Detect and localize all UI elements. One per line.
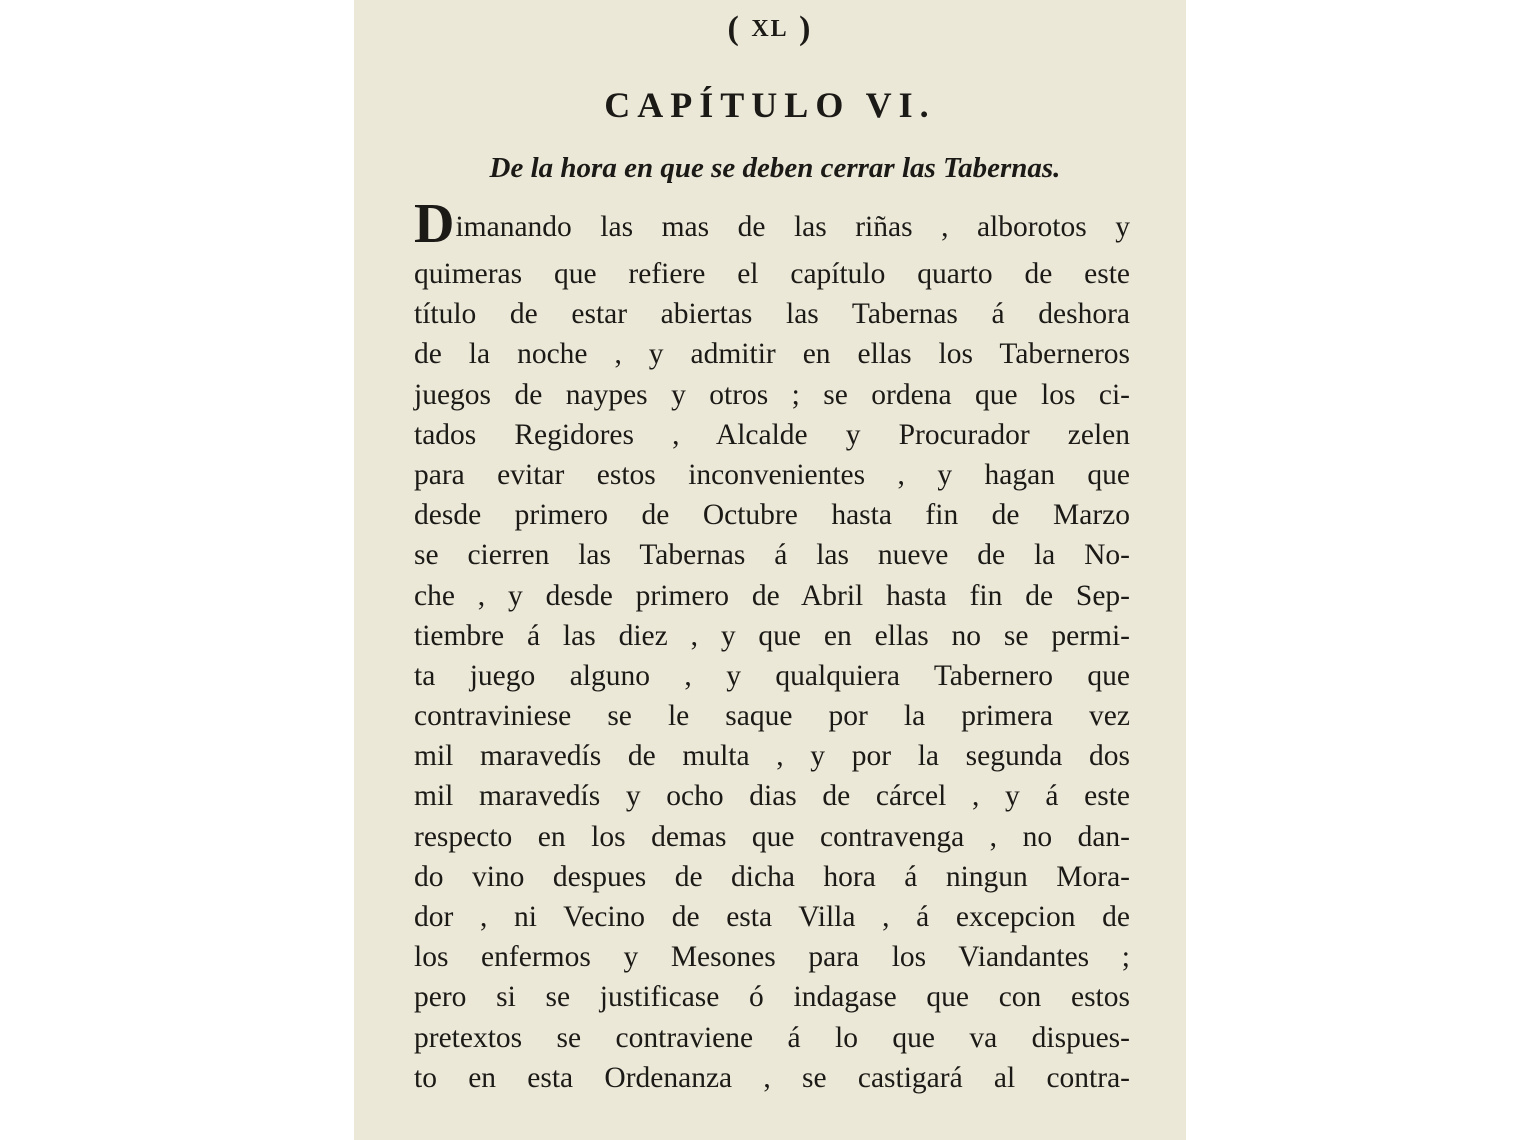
- text-line: para evitar estos inconvenientes , y hagan que: [414, 458, 1130, 491]
- text-line: che , y desde primero de Abril hasta fin de Sep-: [414, 579, 1130, 612]
- text-line: dor , ni Vecino de esta Villa , á excepcion de: [414, 901, 1130, 933]
- text-line: se cierren las Tabernas á las nueve de la No-: [414, 539, 1130, 572]
- drop-cap: D: [414, 193, 455, 255]
- book-page: [354, 0, 1186, 1140]
- page-number-open: (: [727, 10, 752, 47]
- page-number: [354, 10, 1186, 48]
- text-line: ta juego alguno , y qualquiera Tabernero que: [414, 659, 1130, 692]
- text-line: los enfermos y Mesones para los Viandantes ;: [414, 941, 1130, 974]
- text-line: pero si se justificase ó indagase que con estos: [414, 981, 1130, 1014]
- text-line-content: imanando las mas de las riñas , alborotos y: [455, 211, 1130, 243]
- text-line: contraviniese se le saque por la primera vez: [414, 700, 1130, 733]
- text-line: juegos de naypes y otros ; se ordena que los ci-: [414, 378, 1130, 411]
- text-line: desde primero de Octubre hasta fin de Marzo: [414, 499, 1130, 532]
- text-line: de la noche , y admitir en ellas los Taberneros: [414, 338, 1130, 371]
- text-line: mil maravedís y ocho dias de cárcel , y á este: [414, 780, 1130, 813]
- chapter-subtitle: De la hora en que se deben cerrar las Tabernas.: [489, 152, 1061, 184]
- text-line: pretextos se contraviene á lo que va dispues-: [414, 1021, 1130, 1054]
- page-number-close: ): [788, 10, 813, 47]
- text-line: do vino despues de dicha hora á ningun Mora-: [414, 860, 1130, 893]
- text-line: respecto en los demas que contravenga , no dan-: [414, 820, 1130, 853]
- body-text: [414, 193, 1130, 1098]
- text-line: tados Regidores , Alcalde y Procurador zelen: [414, 418, 1130, 451]
- text-line: quimeras que refiere el capítulo quarto de este: [414, 258, 1130, 290]
- chapter-title: CAPÍTULO VI.: [604, 85, 936, 125]
- text-line: tiembre á las diez , y que en ellas no se permi-: [414, 619, 1130, 652]
- text-line: título de estar abiertas las Tabernas á deshora: [414, 298, 1130, 331]
- page-number-value: XL: [751, 16, 789, 42]
- text-line: mil maravedís de multa , y por la segunda dos: [414, 740, 1130, 773]
- text-line: to en esta Ordenanza , se castigará al contra-: [414, 1061, 1130, 1094]
- text-line: [414, 193, 1130, 255]
